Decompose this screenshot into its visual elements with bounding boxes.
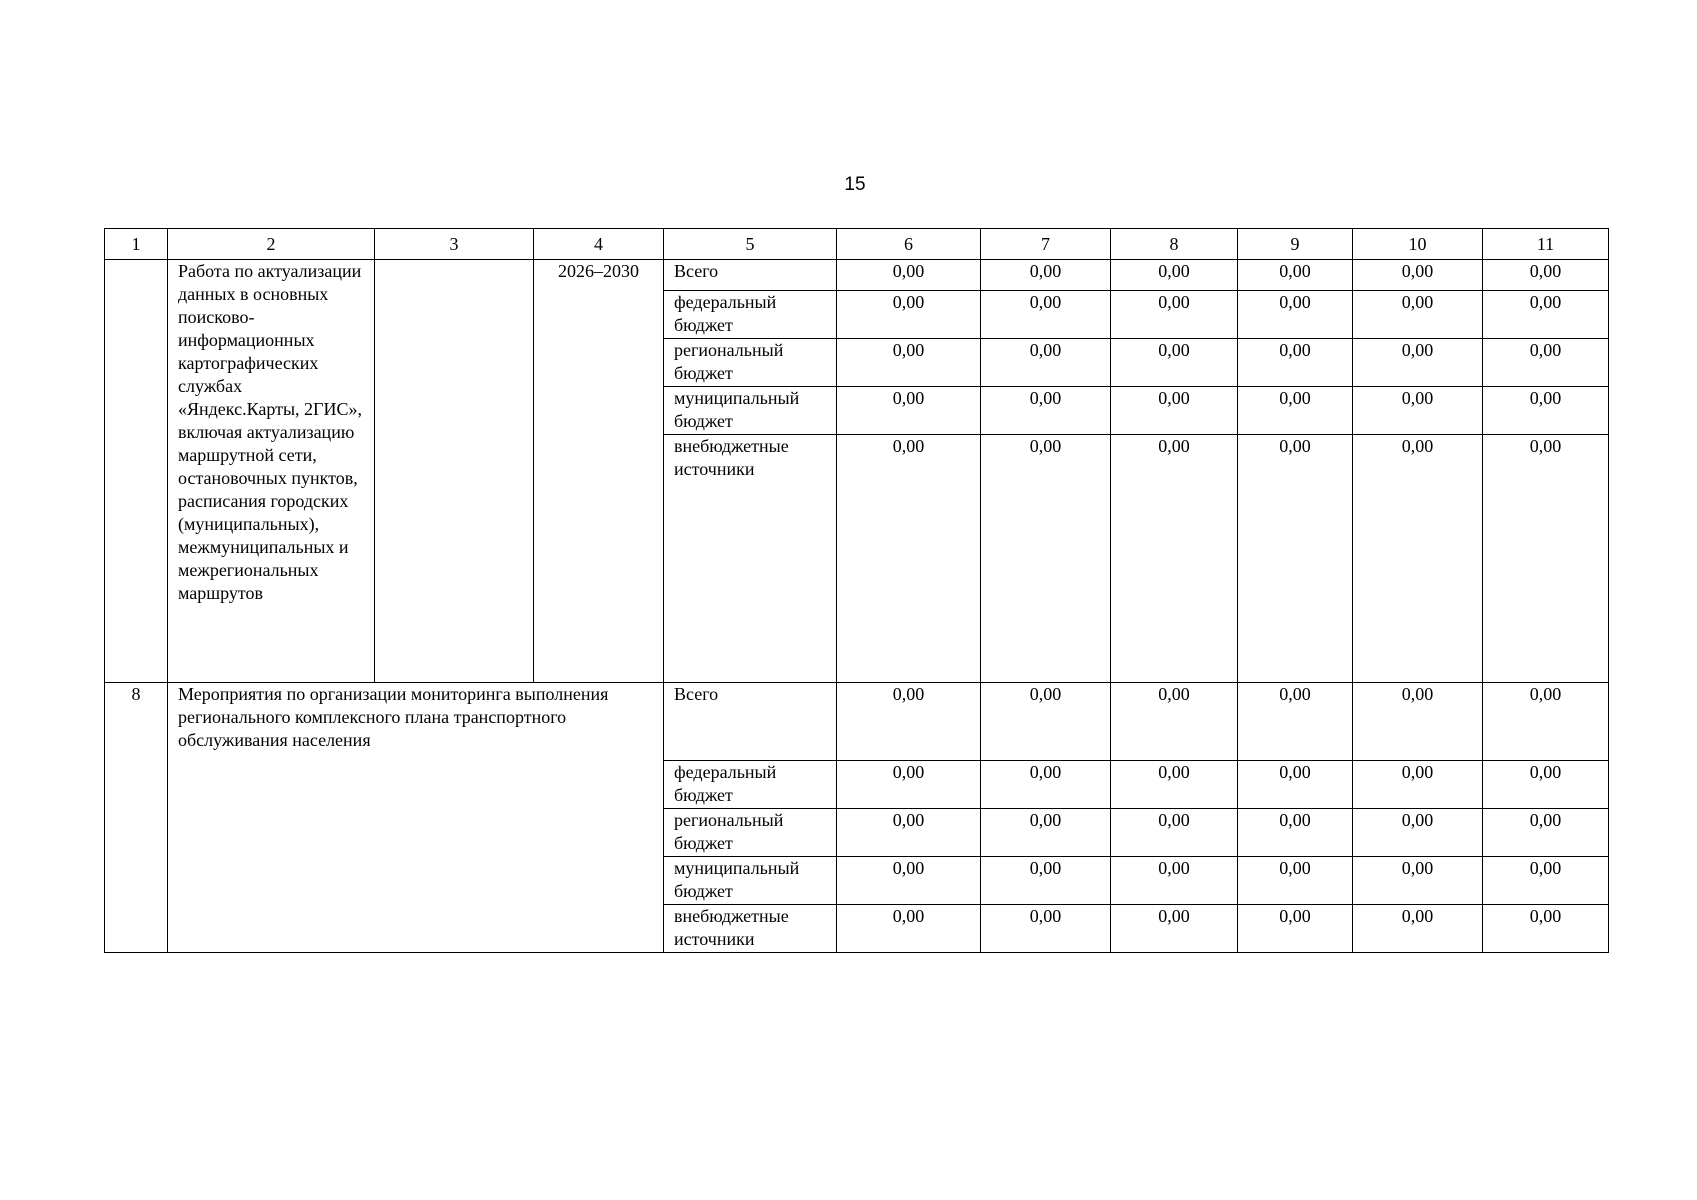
- source-label: внебюджетные источники: [664, 435, 837, 683]
- period-cell: 2026–2030: [534, 260, 664, 683]
- value-cell: 0,00: [981, 809, 1111, 857]
- value-cell: 0,00: [1111, 387, 1238, 435]
- value-cell: 0,00: [1238, 339, 1353, 387]
- value-cell: 0,00: [1353, 761, 1483, 809]
- value-cell: 0,00: [1353, 683, 1483, 761]
- value-cell: 0,00: [981, 761, 1111, 809]
- value-cell: 0,00: [1483, 905, 1609, 953]
- value-cell: 0,00: [981, 905, 1111, 953]
- value-cell: 0,00: [1238, 809, 1353, 857]
- header-row: [105, 229, 1609, 260]
- row-number-cell: [105, 260, 168, 683]
- column-header: 9: [1238, 229, 1353, 260]
- value-cell: 0,00: [1353, 339, 1483, 387]
- column-header: 10: [1353, 229, 1483, 260]
- source-label: федеральный бюджет: [664, 761, 837, 809]
- value-cell: 0,00: [981, 435, 1111, 683]
- value-cell: 0,00: [1483, 291, 1609, 339]
- table-row: [105, 260, 1609, 291]
- value-cell: 0,00: [981, 857, 1111, 905]
- column-header: 4: [534, 229, 664, 260]
- value-cell: 0,00: [837, 260, 981, 291]
- value-cell: 0,00: [1238, 387, 1353, 435]
- column-header: 7: [981, 229, 1111, 260]
- value-cell: 0,00: [1111, 905, 1238, 953]
- value-cell: 0,00: [1111, 761, 1238, 809]
- column-header: 1: [105, 229, 168, 260]
- value-cell: 0,00: [1353, 435, 1483, 683]
- value-cell: 0,00: [1353, 291, 1483, 339]
- column-header: 6: [837, 229, 981, 260]
- financing-table: [104, 228, 1609, 953]
- value-cell: 0,00: [981, 339, 1111, 387]
- value-cell: 0,00: [837, 387, 981, 435]
- value-cell: 0,00: [1483, 387, 1609, 435]
- source-label: Всего: [664, 260, 837, 291]
- column-header: 8: [1111, 229, 1238, 260]
- value-cell: 0,00: [1483, 761, 1609, 809]
- value-cell: 0,00: [1483, 809, 1609, 857]
- value-cell: 0,00: [837, 683, 981, 761]
- page-number: 15: [844, 174, 866, 195]
- source-label: муниципальный бюджет: [664, 387, 837, 435]
- source-label: региональный бюджет: [664, 809, 837, 857]
- value-cell: 0,00: [1111, 339, 1238, 387]
- value-cell: 0,00: [981, 260, 1111, 291]
- value-cell: 0,00: [837, 761, 981, 809]
- value-cell: 0,00: [1238, 291, 1353, 339]
- value-cell: 0,00: [1238, 435, 1353, 683]
- source-label: Всего: [664, 683, 837, 761]
- value-cell: 0,00: [981, 387, 1111, 435]
- value-cell: 0,00: [1111, 260, 1238, 291]
- measure-name-cell: Работа по актуализации данных в основных поисково-информационных картографических службах «Яндекс.Карты, 2ГИС», включая актуализацию маршрутной сети, остановочных пунктов, расписания городских (муниципальных), межмуниципальных и межрегиональных маршрутов: [168, 260, 375, 683]
- value-cell: 0,00: [1111, 857, 1238, 905]
- value-cell: 0,00: [1353, 387, 1483, 435]
- value-cell: 0,00: [837, 905, 981, 953]
- value-cell: 0,00: [1483, 857, 1609, 905]
- column-header: 2: [168, 229, 375, 260]
- value-cell: 0,00: [1238, 683, 1353, 761]
- measure-name-cell: Мероприятия по организации мониторинга выполнения регионального комплексного плана транспортного обслуживания населения: [168, 683, 664, 953]
- value-cell: 0,00: [1353, 905, 1483, 953]
- value-cell: 0,00: [1111, 809, 1238, 857]
- value-cell: 0,00: [1238, 260, 1353, 291]
- source-label: муниципальный бюджет: [664, 857, 837, 905]
- value-cell: 0,00: [1483, 260, 1609, 291]
- value-cell: 0,00: [1111, 291, 1238, 339]
- source-label: федеральный бюджет: [664, 291, 837, 339]
- source-label: внебюджетные источники: [664, 905, 837, 953]
- value-cell: 0,00: [1238, 761, 1353, 809]
- value-cell: 0,00: [1353, 857, 1483, 905]
- value-cell: 0,00: [837, 857, 981, 905]
- source-label: региональный бюджет: [664, 339, 837, 387]
- value-cell: 0,00: [1483, 435, 1609, 683]
- column-header: 3: [375, 229, 534, 260]
- table-row: [105, 683, 1609, 761]
- value-cell: 0,00: [1483, 339, 1609, 387]
- value-cell: 0,00: [837, 291, 981, 339]
- column-header: 5: [664, 229, 837, 260]
- column-header: 11: [1483, 229, 1609, 260]
- value-cell: 0,00: [981, 291, 1111, 339]
- col3-cell: [375, 260, 534, 683]
- value-cell: 0,00: [981, 683, 1111, 761]
- value-cell: 0,00: [1353, 809, 1483, 857]
- value-cell: 0,00: [837, 809, 981, 857]
- value-cell: 0,00: [1238, 857, 1353, 905]
- value-cell: 0,00: [1111, 683, 1238, 761]
- row-number-cell: 8: [105, 683, 168, 953]
- value-cell: 0,00: [837, 339, 981, 387]
- value-cell: 0,00: [1483, 683, 1609, 761]
- value-cell: 0,00: [1238, 905, 1353, 953]
- value-cell: 0,00: [1111, 435, 1238, 683]
- value-cell: 0,00: [837, 435, 981, 683]
- value-cell: 0,00: [1353, 260, 1483, 291]
